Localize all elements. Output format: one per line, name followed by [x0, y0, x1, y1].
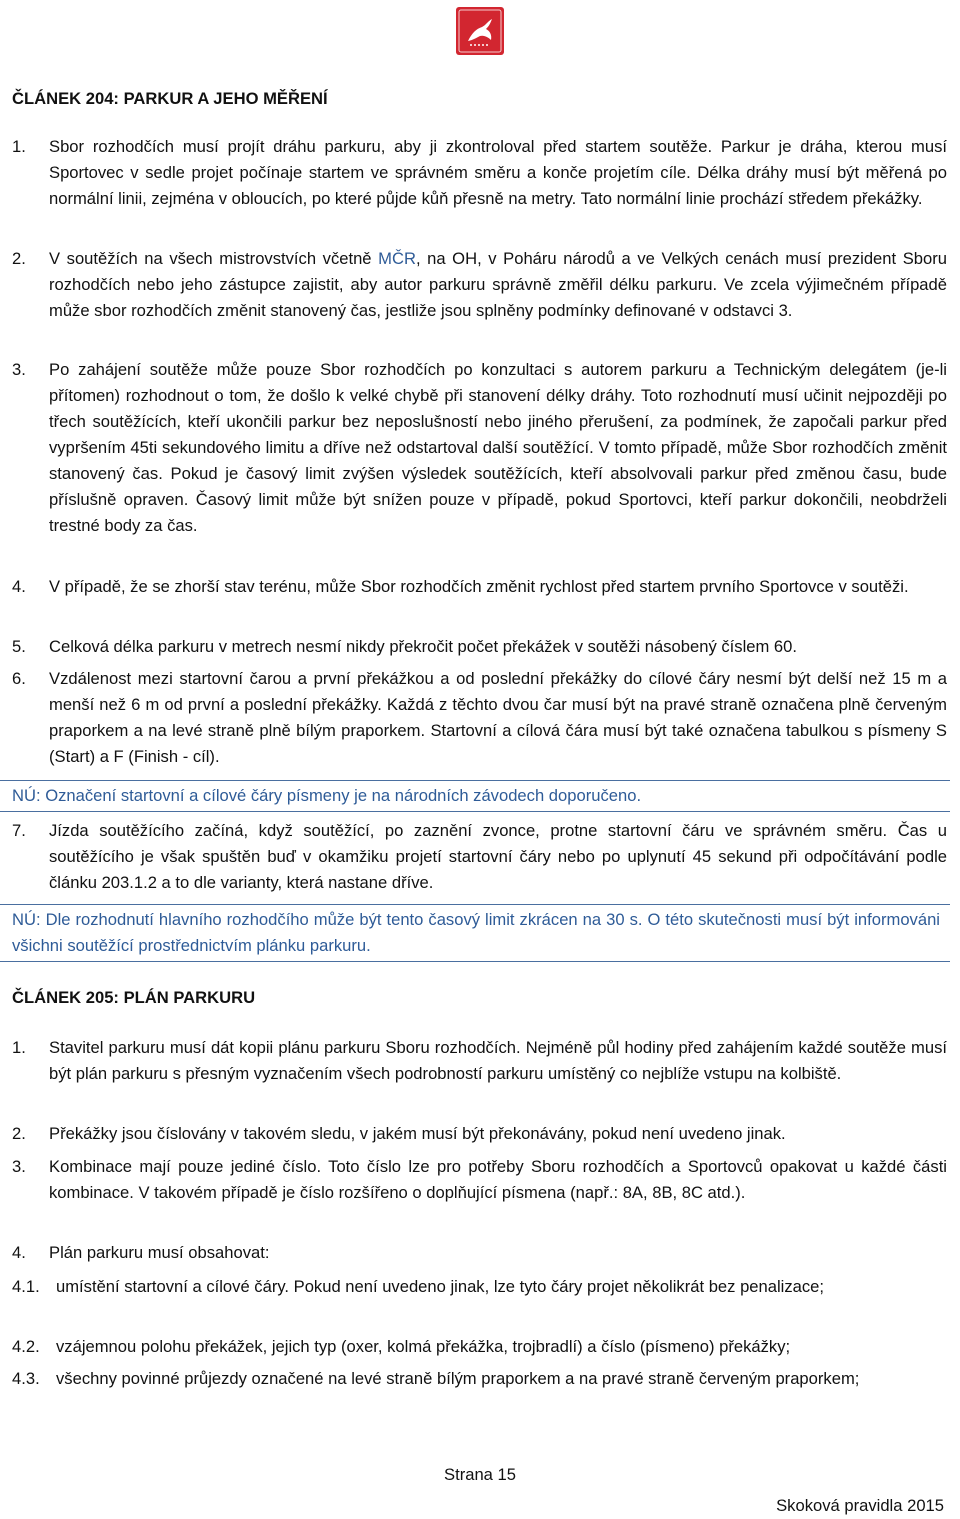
- item-text: Celková délka parkuru v metrech nesmí nikdy překročit počet překážek v soutěži násobený číslem 60.: [49, 637, 797, 656]
- item-text: V případě, že se zhorší stav terénu, může Sbor rozhodčích změnit rychlost před startem prvního Sportovce v soutěži.: [49, 577, 909, 596]
- item-text: Stavitel parkuru musí dát kopii plánu parkuru Sboru rozhodčích. Nejméně půl hodiny před zahájením každé soutěže musí být plán parkuru s přesným vyznačením všech podrobností parkuru umístěný co nejblíže vstupu na kolbiště.: [49, 1038, 947, 1083]
- item-text: Jízda soutěžícího začíná, když soutěžící, po zaznění zvonce, protne startovní čáru ve správném směru. Čas u soutěžícího je však spuštěn buď v okamžiku projetí startovní čáry nebo po uplynutí 45 sekund při odpočítávání podle článku 203.1.2 a to dle varianty, která nastane dříve.: [49, 821, 947, 892]
- mcr-highlight: MČR: [378, 249, 416, 268]
- article-205-item-4: [12, 1240, 947, 1266]
- article-204-item-5: [12, 634, 947, 660]
- item-text: Sbor rozhodčích musí projít dráhu parkuru, aby ji zkontroloval před startem soutěže. Parkur je dráha, kterou musí Sportovec v sedle projet počínaje startem ve správném směru a konče projetím cíle. Délka dráhy musí být měřená po normální linii, zejména v obloucích, po které půjde kůň přesně na metry. Tato normální linie prochází středem překážky.: [49, 137, 947, 208]
- federation-logo-icon: [456, 7, 504, 55]
- national-rule-note-1: NÚ: Označení startovní a cílové čáry písmeny je na národních závodech doporučeno.: [0, 780, 950, 812]
- article-205-item-4-3: [12, 1366, 947, 1392]
- item-text: V soutěžích na všech mistrovstvích včetně MČR, na OH, v Poháru národů a ve Velkých cenách musí prezident Sboru rozhodčích nebo jeho zástupce zajistit, aby autor parkuru správně změřil délku parkuru. Ve zcela výjimečném případě může sbor rozhodčích změnit stanovený čas, jestliže jsou splněny podmínky definované v odstavci 3.: [49, 249, 947, 320]
- article-205-title: ČLÁNEK 205: PLÁN PARKURU: [12, 988, 256, 1007]
- item-text: Plán parkuru musí obsahovat:: [49, 1243, 270, 1262]
- item-text: Kombinace mají pouze jediné číslo. Toto číslo lze pro potřeby Sboru rozhodčích a Sportovců opakovat u každé části kombinace. V takovém případě je číslo rozšířeno o doplňující písmena (např.: 8A, 8B, 8C atd.).: [49, 1157, 947, 1202]
- item-number: 7.: [12, 821, 26, 840]
- item-number: 5.: [12, 637, 26, 656]
- item-number: 2.: [12, 1124, 26, 1143]
- article-204-title: ČLÁNEK 204: PARKUR A JEHO MĚŘENÍ: [12, 89, 328, 108]
- article-205-item-1: [12, 1035, 947, 1087]
- document-title-footer: Skoková pravidla 2015: [776, 1496, 944, 1515]
- article-205-item-2: [12, 1121, 947, 1147]
- item-number: 2.: [12, 249, 26, 268]
- item-text: Překážky jsou číslovány v takovém sledu, v jakém musí být překonávány, pokud není uvedeno jinak.: [49, 1124, 786, 1143]
- item-text: všechny povinné průjezdy označené na levé straně bílým praporkem a na pravé straně červeným praporkem;: [56, 1369, 860, 1388]
- item-text: Po zahájení soutěže může pouze Sbor rozhodčích po konzultaci s autorem parkuru a Technickým delegátem (je-li přítomen) rozhodnout o tom, že došlo k velké chybě při stanovení délky dráhy. Toto rozhodnutí musí učinit nejpozději po třech soutěžících, kteří ukončili parkur bez neposlušností nebo jiného přerušení, za podmínek, že započali parkur před vypršením 45ti sekundového limitu a dříve než odstartoval další soutěžící. V tomto případě, může Sbor rozhodčích změnit stanovený čas. Pokud je časový limit zvýšen výsledek soutěžících, kteří absolvovali parkur před změnou času, bude příslušně opraven. Časový limit může být snížen pouze v případě, pokud Sportovci, kteří parkur dokončili, neobdrželi trestné body za čas.: [49, 360, 947, 535]
- item-number: 3.: [12, 360, 26, 379]
- article-204-item-2: [12, 246, 947, 324]
- article-204-item-1: [12, 134, 947, 212]
- item-number: 4.3.: [12, 1369, 40, 1388]
- article-204-item-6: [12, 666, 947, 770]
- item-number: 4.: [12, 577, 26, 596]
- article-205-item-3: [12, 1154, 947, 1206]
- item-number: 4.2.: [12, 1337, 40, 1356]
- article-204-item-4: [12, 574, 947, 600]
- item-text: Vzdálenost mezi startovní čarou a první překážkou a od poslední překážky do cílové čáry nesmí být delší než 15 m a menší než 6 m od první a poslední překážky. Každá z těchto dvou čar musí být na pravé straně označena plně červeným praporkem a na levé straně plně bílým praporkem. Startovní a cílová čára musí být také označena tabulkou s písmeny S (Start) a F (Finish - cíl).: [49, 669, 947, 766]
- item-number: 3.: [12, 1157, 26, 1176]
- item-number: 6.: [12, 669, 26, 688]
- article-205-item-4-2: [12, 1334, 947, 1360]
- page-number: Strana 15: [444, 1465, 516, 1484]
- item-number: 4.: [12, 1243, 26, 1262]
- item-number: 1.: [12, 1038, 26, 1057]
- item-text: umístění startovní a cílové čáry. Pokud není uvedeno jinak, lze tyto čáry projet několikrát bez penalizace;: [56, 1277, 825, 1296]
- article-204-item-7: [12, 818, 947, 896]
- item-number: 1.: [12, 137, 26, 156]
- item-text: vzájemnou polohu překážek, jejich typ (oxer, kolmá překážka, trojbradlí) a číslo (písmeno) překážky;: [56, 1337, 791, 1356]
- article-204-item-3: [12, 357, 947, 539]
- national-rule-note-2: NÚ: Dle rozhodnutí hlavního rozhodčího může být tento časový limit zkrácen na 30 s. O této skutečnosti musí být informováni všichni soutěžící prostřednictvím plánku parkuru.: [0, 904, 950, 962]
- item-number: 4.1.: [12, 1277, 40, 1296]
- article-205-item-4-1: [12, 1274, 947, 1300]
